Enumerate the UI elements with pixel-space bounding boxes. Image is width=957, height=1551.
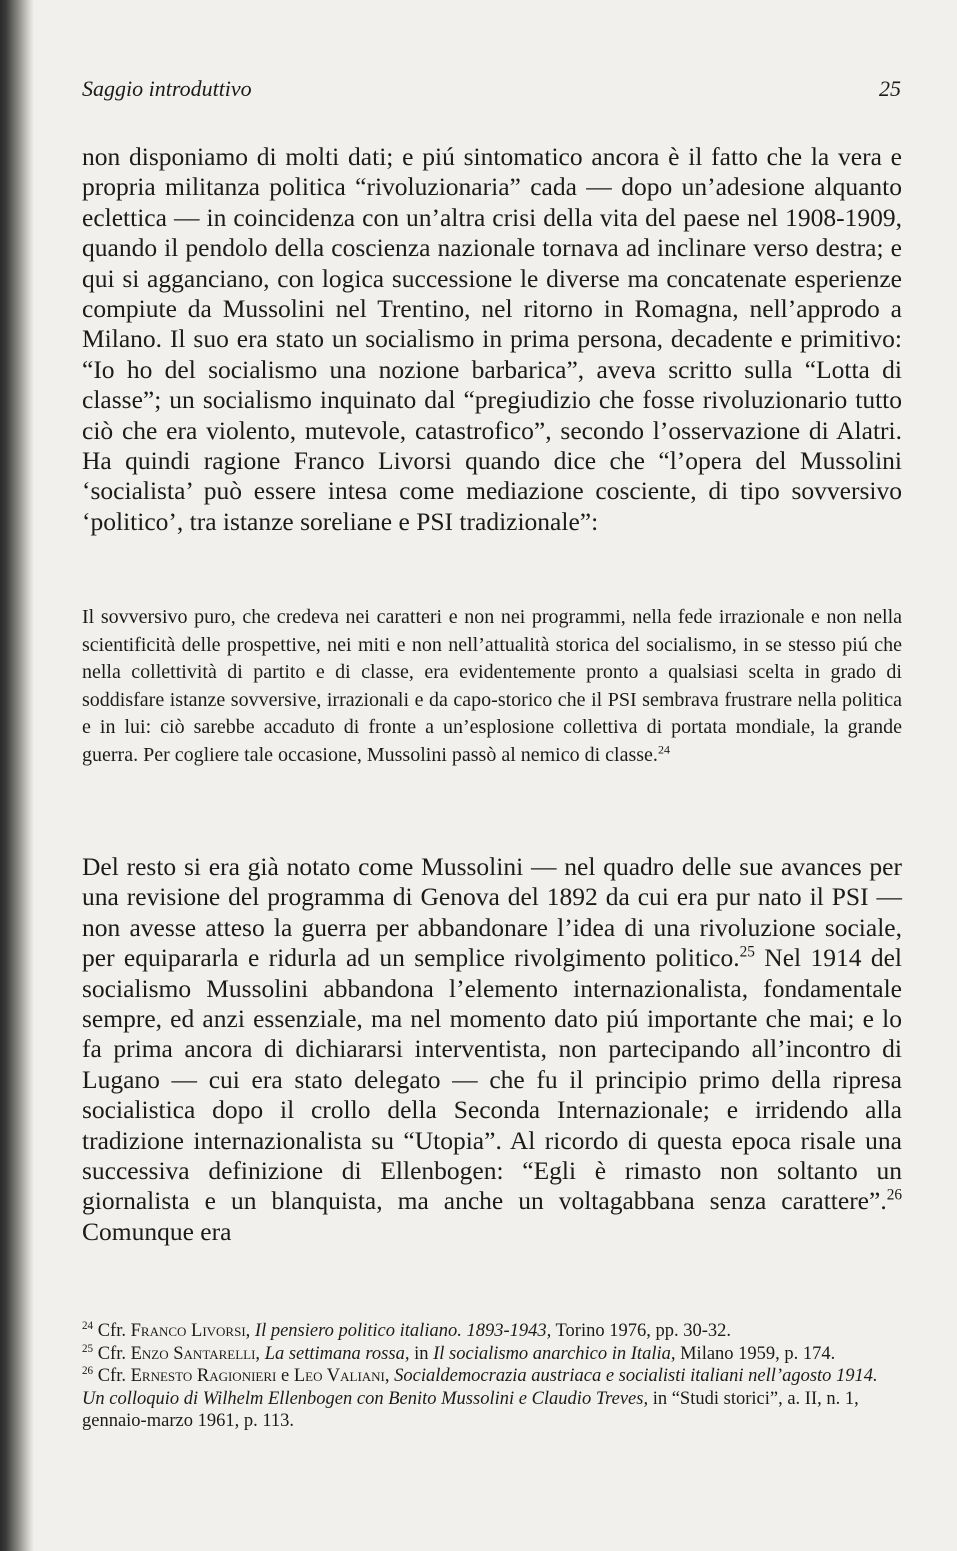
paragraph-main [82,852,902,1247]
footnote-number: 26 [82,1364,94,1377]
footnote-ref-25: 25 [739,943,755,961]
footnote-26 [82,1365,902,1433]
footnote-cfr: Cfr. [97,1321,126,1341]
paragraph-part-a: Del resto si era già notato come Mussolini — nel quadro delle sue avances per una revisione del programma di Genova del 1892 da cui era pur nato il PSI — non avesse atteso la guerra per abbandonare l’idea di una rivoluzione sociale, per equipararla e ridurla ad un semplice rivolgimento politico. [82,852,902,973]
footnote-author: Enzo Santarelli, [130,1343,261,1364]
paragraph-continuation: non disponiamo di molti dati; e piú sintomatico ancora è il fatto che la vera e propria militanza politica “rivoluzionaria” cada — dopo un’adesione alquanto eclettica — in coincidenza con un’altra crisi della vita del paese nel 1908-1909, quando il pendolo della coscienza nazionale tornava ad inclinare verso destra; e qui si agganciano, con logica successione le diverse ma concatenate esperienze compiute da Mussolini nel Trentino, nel ritorno in Romagna, nell’approdo a Milano. Il suo era stato un socialismo in prima persona, decadente e primitivo: “Io ho del socialismo una nozione barbarica”, aveva scritto sulla “Lotta di classe”; un socialismo inquinato dal “pregiudizio che fosse rivoluzionario tutto ciò che era violento, mutevole, catastrofico”, secondo l’osservazione di Alatri. Ha quindi ragione Franco Livorsi quando dice che “l’opera del Mussolini ‘socialista’ può essere intesa come mediazione cosciente, di tipo sovversivo ‘politico’, tra istanze soreliane e PSI tradizionale”: [82,142,902,536]
footnote-rest: Milano 1959, p. 174. [680,1343,836,1364]
footnote-title: La settimana rossa, [264,1343,410,1364]
paragraph-part-b: Nel 1914 del socialismo Mussolini abbandona l’elemento internazionalista, fondamentale sempre, ed anzi essenziale, ma nel momento dato piú importante che mai; e lo fa prima ancora di dichiararsi interventista, non partecipando all’incontro di Lugano — cui era stato delegato — che fu il principio primo della ripresa socialistica dopo il crollo della Seconda Internazionale; e irridendo alla tradizione internazionalista su “Utopia”. Al ricordo di questa epoca risale una successiva definizione di Ellenbogen: “Egli è rimasto non soltanto un giornalista e un blanquista, ma anche un voltagabbana senza carattere”. [82,943,902,1216]
footnote-ref-26: 26 [886,1186,902,1204]
footnote-title: Il socialismo anarchico in Italia, [433,1343,676,1364]
book-spine-shadow [0,0,34,1551]
paragraph-part-c: Comunque era [82,1216,232,1246]
footnote-title: Socialdemocrazia austriaca e socialisti italiani nell’agosto 1914. Un colloquio di Wilhelm Ellenbogen con Benito Mussolini e Claudio Treves, [82,1366,878,1409]
page-number: 25 [879,76,901,101]
footnote-author: Leo Valiani, [293,1366,390,1386]
footnote-author: Franco Livorsi, [130,1321,251,1341]
running-header [82,76,901,102]
quote-text: Il sovversivo puro, che credeva nei caratteri e non nei programmi, nella fede irrazionale e non nella scientificità delle prospettive, nei miti e non nell’attualità storica del socialismo, in se stesso piú che nella collettività di partito e di classe, era evidentemente pronto a qualsiasi scelta in grado di soddisfare istanze sovversive, irrazionali e da capo-storico che il PSI sembrava frustrare nella politica e in lui: ciò sarebbe accaduto di fronte a un’esplosione collettiva di portata mondiale, la grande guerra. Per cogliere tale occasione, Mussolini passò al nemico di classe. [82,606,902,766]
footnote-number: 24 [82,1319,94,1332]
footnote-rest: in “Studi storici”, a. II, n. 1, gennaio-marzo 1961, p. 113. [82,1388,859,1431]
block-quote [82,604,902,770]
footnote-connector: in [414,1343,429,1364]
footnotes [82,1320,902,1433]
running-title: Saggio introduttivo [82,76,252,101]
footnote-rest: Torino 1976, pp. 30-32. [555,1321,732,1341]
footnote-cfr: Cfr. [97,1343,126,1364]
footnote-connector: e [280,1366,290,1386]
footnote-number: 25 [82,1342,94,1355]
footnote-25 [82,1343,902,1366]
footnote-title: Il pensiero politico italiano. 1893-1943, [254,1321,552,1341]
footnote-author: Ernesto Ragionieri [130,1366,277,1386]
footnote-cfr: Cfr. [97,1366,126,1386]
footnote-24 [82,1320,902,1343]
footnote-ref-24: 24 [657,742,670,757]
